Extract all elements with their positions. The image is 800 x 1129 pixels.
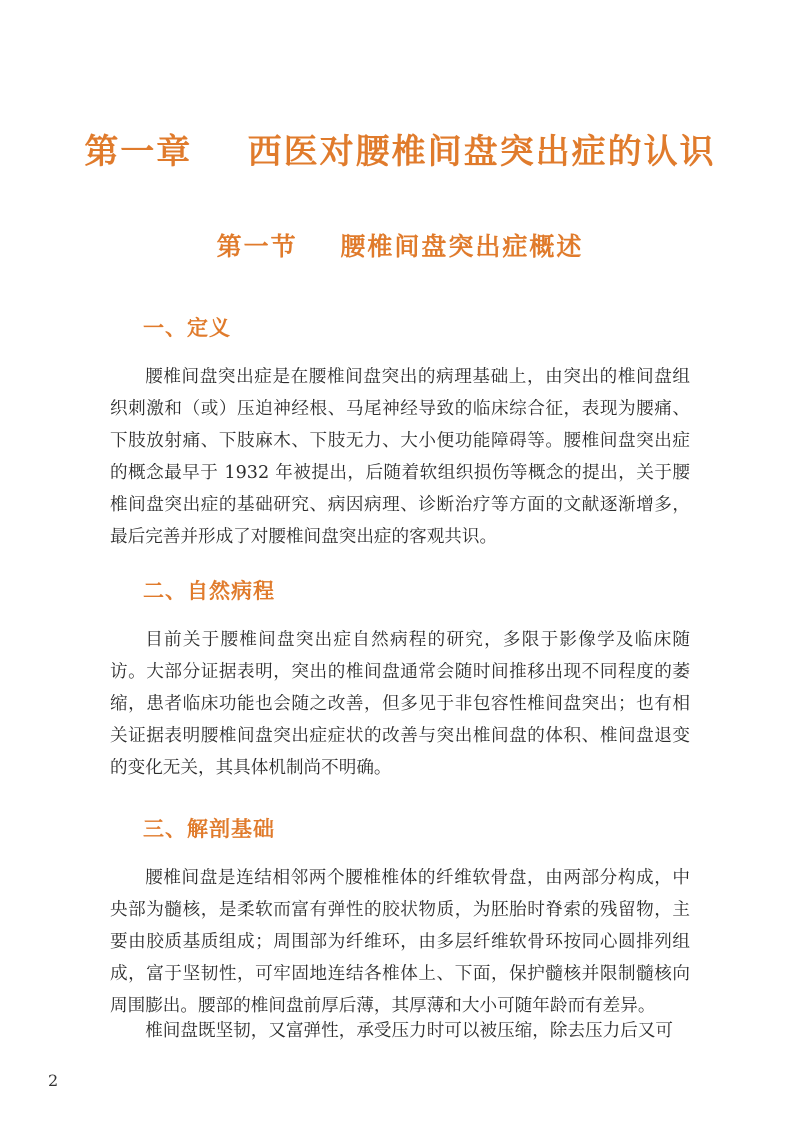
heading-anatomy: 三、解剖基础 (143, 816, 275, 841)
paragraph-definition: 腰椎间盘突出症是在腰椎间盘突出的病理基础上，由突出的椎间盘组织刺激和（或）压迫神经根、马尾神经导致的临床综合征，表现为腰痛、下肢放射痛、下肢麻木、下肢无力、大小便功能障碍等。腰椎间盘突出症的概念最早于 1932 年被提出，后随着软组织损伤等概念的提出，关于腰椎间盘突出症的基础研究、病因病理、诊断治疗等方面的文献逐渐增多，最后完善并形成了对腰椎间盘突出症的客观共识。 (110, 367, 690, 547)
heading-definition: 一、定义 (143, 315, 231, 340)
chapter-title: 第一章 西医对腰椎间盘突出症的认识 (84, 132, 716, 172)
paragraph-anatomy-2: 椎间盘既坚韧，又富弹性，承受压力时可以被压缩，除去压力后又可 (145, 1021, 674, 1041)
heading-natural-course: 二、自然病程 (143, 578, 275, 603)
paragraph-natural-course: 目前关于腰椎间盘突出症自然病程的研究，多限于影像学及临床随访。大部分证据表明，突出的椎间盘通常会随时间推移出现不同程度的萎缩，患者临床功能也会随之改善，但多见于非包容性椎间盘突出；也有相关证据表明腰椎间盘突出症症状的改善与突出椎间盘的体积、椎间盘退变的变化无关，其具体机制尚不明确。 (110, 630, 690, 778)
page-number: 2 (48, 1071, 59, 1090)
paragraph-anatomy-1: 腰椎间盘是连结相邻两个腰椎椎体的纤维软骨盘，由两部分构成，中央部为髓核，是柔软而富有弹性的胶状物质，为胚胎时脊索的残留物，主要由胶质基质组成；周围部为纤维环，由多层纤维软骨环按同心圆排列组成，富于坚韧性，可牢固地连结各椎体上、下面，保护髓核并限制髓核向周围膨出。腰部的椎间盘前厚后薄，其厚薄和大小可随年龄而有差异。 (110, 868, 690, 1016)
section-title: 第一节 腰椎间盘突出症概述 (216, 232, 584, 261)
